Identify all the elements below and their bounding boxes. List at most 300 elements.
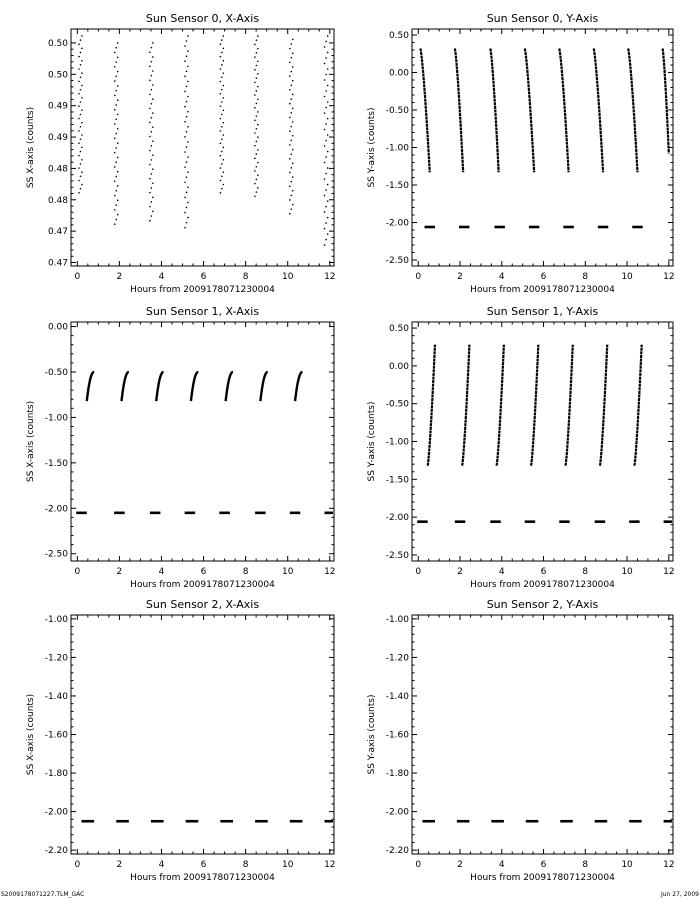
data-point <box>78 81 80 83</box>
data-point <box>114 138 116 140</box>
data-point <box>115 147 117 149</box>
data-point <box>327 68 329 70</box>
data-curve <box>628 49 637 173</box>
plot-frame <box>71 322 334 561</box>
data-point <box>325 206 327 208</box>
x-tick-label: 12 <box>324 860 336 870</box>
data-point <box>117 71 119 73</box>
y-tick-label: 0.47 <box>47 258 68 269</box>
x-tick-label: 8 <box>242 567 249 577</box>
data-point <box>289 62 291 64</box>
y-tick-label: 0.50 <box>388 31 409 41</box>
y-tick-label: -1.80 <box>385 769 409 780</box>
data-point <box>221 89 223 91</box>
data-point <box>78 105 80 107</box>
data-point <box>292 107 294 109</box>
data-point <box>117 200 119 202</box>
data-point <box>223 184 225 186</box>
data-point <box>78 68 80 70</box>
x-tick-label: 10 <box>621 860 633 870</box>
data-point <box>325 107 327 109</box>
data-point <box>184 181 186 183</box>
y-axis-label: SS X-axis (counts) <box>26 693 36 776</box>
data-point <box>327 200 329 202</box>
data-point <box>186 176 188 178</box>
data-point <box>256 103 258 105</box>
data-point <box>114 223 116 225</box>
data-point <box>257 98 259 100</box>
x-axis-label: Hours from 2009178071230004 <box>130 285 275 295</box>
data-point <box>223 134 225 136</box>
data-point <box>223 147 225 149</box>
y-tick-label: 0.49 <box>47 133 68 144</box>
data-point <box>292 176 294 178</box>
data-point <box>223 85 225 87</box>
data-curve <box>525 49 534 173</box>
chart-panel-1 <box>367 12 675 295</box>
data-point <box>292 52 294 54</box>
x-tick-label: 4 <box>158 567 165 577</box>
data-point <box>257 187 259 189</box>
data-point <box>254 82 256 84</box>
data-point <box>151 89 153 91</box>
data-point <box>220 105 222 107</box>
y-tick-label: -2.00 <box>385 513 409 524</box>
data-point <box>187 171 189 173</box>
data-point <box>81 122 83 124</box>
data-point <box>117 128 119 130</box>
data-point <box>254 107 256 109</box>
data-point <box>289 158 291 160</box>
y-tick-label: -1.40 <box>44 691 68 702</box>
data-point <box>149 192 151 194</box>
data-point <box>114 80 116 82</box>
x-tick-label: 10 <box>281 272 294 282</box>
y-tick-label: 0.00 <box>388 361 409 372</box>
data-point <box>292 135 294 137</box>
y-tick-label: -1.60 <box>385 730 409 741</box>
data-point <box>254 120 256 122</box>
data-point <box>149 178 151 180</box>
data-point <box>221 138 223 140</box>
data-point <box>220 167 222 169</box>
data-point <box>81 134 83 136</box>
data-point <box>220 130 222 132</box>
x-tick-label: 2 <box>457 272 463 282</box>
x-axis-label: Hours from 2009178071230004 <box>130 873 275 883</box>
data-point <box>115 118 117 120</box>
data-point <box>80 101 82 103</box>
data-point <box>186 55 188 57</box>
x-tick-label: 4 <box>498 272 505 282</box>
data-arc <box>122 372 129 401</box>
data-point <box>81 60 83 62</box>
data-point <box>256 166 258 168</box>
chart-title: Sun Sensor 2, X-Axis <box>145 598 260 611</box>
data-point <box>290 112 292 114</box>
data-point <box>80 76 82 78</box>
plot-frame <box>71 29 334 266</box>
data-point <box>290 126 292 128</box>
y-tick-label: -2.50 <box>385 550 409 561</box>
y-tick-label: -0.50 <box>44 367 68 378</box>
y-tick-label: 0.00 <box>47 322 68 333</box>
data-point <box>80 188 82 190</box>
data-point <box>186 116 188 118</box>
data-point <box>152 140 154 142</box>
x-tick-label: 10 <box>281 567 294 577</box>
data-point <box>254 158 256 160</box>
data-point <box>221 101 223 103</box>
x-tick-label: 6 <box>200 272 207 282</box>
data-point <box>257 149 259 151</box>
data-point <box>117 185 119 187</box>
chart-title: Sun Sensor 2, Y-Axis <box>486 598 599 611</box>
data-point <box>289 185 291 187</box>
data-point <box>149 164 151 166</box>
data-point <box>80 39 82 41</box>
data-point <box>149 51 151 53</box>
y-tick-label: -1.50 <box>385 475 409 486</box>
x-axis-label: Hours from 2009178071230004 <box>470 580 615 590</box>
data-point <box>151 131 153 133</box>
data-point <box>81 147 83 149</box>
data-point <box>325 74 327 76</box>
data-point <box>115 76 117 78</box>
data-point <box>289 48 291 50</box>
data-point <box>292 80 294 82</box>
data-point <box>186 86 188 88</box>
data-point <box>117 99 119 101</box>
data-point <box>81 48 83 50</box>
data-point <box>324 145 326 147</box>
chart-panel-3 <box>367 305 675 590</box>
data-point <box>186 207 188 209</box>
y-tick-label: -2.00 <box>44 504 68 515</box>
x-axis-label: Hours from 2009178071230004 <box>470 285 615 295</box>
data-point <box>290 208 292 210</box>
plot-frame <box>412 29 673 266</box>
data-point <box>80 52 82 54</box>
data-point <box>149 80 151 82</box>
data-point <box>152 197 154 199</box>
data-point <box>290 98 292 100</box>
data-point <box>117 157 119 159</box>
data-point <box>289 89 291 91</box>
data-point <box>184 91 186 93</box>
data-point <box>187 126 189 128</box>
y-axis-label: SS Y-axis (counts) <box>367 401 377 482</box>
data-point <box>289 213 291 215</box>
data-point <box>256 39 258 41</box>
data-curve <box>531 345 538 466</box>
data-point <box>292 39 294 41</box>
data-point <box>223 171 225 173</box>
y-axis-label: SS Y-axis (counts) <box>367 107 377 188</box>
data-point <box>152 84 154 86</box>
x-tick-label: 8 <box>242 860 249 870</box>
data-point <box>81 159 83 161</box>
data-point <box>184 60 186 62</box>
data-point <box>151 103 153 105</box>
data-point <box>256 77 258 79</box>
data-point <box>151 117 153 119</box>
data-point <box>325 123 327 125</box>
x-tick-label: 6 <box>200 860 207 870</box>
data-point <box>257 48 259 50</box>
data-point <box>327 134 329 136</box>
x-tick-label: 12 <box>663 860 675 870</box>
x-tick-label: 8 <box>582 272 589 282</box>
data-point <box>81 184 83 186</box>
data-point <box>256 191 258 193</box>
y-tick-label: 0.50 <box>47 70 68 81</box>
y-tick-label: 0.49 <box>47 101 68 112</box>
data-point <box>292 162 294 164</box>
y-tick-label: -1.00 <box>385 143 409 154</box>
data-point <box>149 108 151 110</box>
data-point <box>151 75 153 77</box>
data-point <box>220 68 222 70</box>
data-curve <box>420 49 429 173</box>
data-point <box>324 244 326 246</box>
data-point <box>221 114 223 116</box>
data-point <box>78 192 80 194</box>
data-point <box>256 115 258 117</box>
data-point <box>151 47 153 49</box>
y-tick-label: 0.47 <box>47 227 68 238</box>
y-tick-label: -2.00 <box>385 807 409 818</box>
data-point <box>220 81 222 83</box>
data-point <box>149 122 151 124</box>
y-axis-label: SS X-axis (counts) <box>26 106 36 189</box>
data-point <box>324 63 326 65</box>
data-point <box>114 52 116 54</box>
chart-title: Sun Sensor 1, Y-Axis <box>486 305 599 318</box>
x-tick-label: 6 <box>200 567 207 577</box>
data-point <box>325 41 327 43</box>
y-tick-label: 0.50 <box>388 324 409 335</box>
chart-title: Sun Sensor 0, Y-Axis <box>486 12 599 25</box>
x-tick-label: 4 <box>158 272 165 282</box>
data-point <box>292 204 294 206</box>
data-point <box>254 183 256 185</box>
footer-date-label: Jun 27, 2009 <box>660 891 699 898</box>
data-point <box>220 155 222 157</box>
data-point <box>324 46 326 48</box>
data-arc <box>87 372 94 401</box>
data-point <box>152 56 154 58</box>
data-point <box>149 220 151 222</box>
data-point <box>292 121 294 123</box>
data-point <box>292 66 294 68</box>
data-point <box>257 35 259 37</box>
data-point <box>184 151 186 153</box>
x-tick-label: 10 <box>621 272 633 282</box>
data-point <box>78 43 80 45</box>
chart-panel-0 <box>26 12 336 295</box>
data-point <box>187 50 189 52</box>
data-point <box>152 42 154 44</box>
data-arc <box>191 372 198 401</box>
data-point <box>325 90 327 92</box>
data-point <box>186 70 188 72</box>
data-point <box>114 152 116 154</box>
data-point <box>115 90 117 92</box>
y-tick-label: -2.00 <box>44 807 68 818</box>
data-arc <box>295 372 302 401</box>
data-point <box>325 57 327 59</box>
data-point <box>327 151 329 153</box>
y-tick-label: -2.20 <box>44 846 68 857</box>
data-point <box>289 144 291 146</box>
data-point <box>186 40 188 42</box>
data-point <box>187 96 189 98</box>
data-point <box>184 227 186 229</box>
x-tick-label: 8 <box>242 272 249 282</box>
x-tick-label: 2 <box>457 860 463 870</box>
data-point <box>220 118 222 120</box>
data-point <box>151 215 153 217</box>
x-tick-label: 0 <box>415 567 422 577</box>
data-point <box>149 94 151 96</box>
data-point <box>289 75 291 77</box>
data-curve <box>490 49 498 173</box>
x-tick-label: 4 <box>498 567 505 577</box>
data-point <box>152 98 154 100</box>
data-arc <box>156 372 163 401</box>
data-curve <box>428 345 435 466</box>
data-point <box>187 35 189 37</box>
data-curve <box>497 345 504 466</box>
data-point <box>152 154 154 156</box>
data-point <box>186 131 188 133</box>
x-tick-label: 4 <box>498 860 505 870</box>
data-point <box>186 101 188 103</box>
data-curve <box>634 345 641 466</box>
data-point <box>256 90 258 92</box>
data-point <box>327 184 329 186</box>
plot-frame <box>71 615 334 854</box>
data-point <box>152 182 154 184</box>
data-point <box>115 176 117 178</box>
data-point <box>187 202 189 204</box>
y-axis-label: SS Y-axis (counts) <box>367 694 377 775</box>
data-point <box>221 64 223 66</box>
data-point <box>290 195 292 197</box>
data-point <box>115 104 117 106</box>
data-point <box>184 121 186 123</box>
data-point <box>254 56 256 58</box>
data-point <box>152 70 154 72</box>
data-point <box>78 130 80 132</box>
x-tick-label: 12 <box>324 567 336 577</box>
x-tick-label: 2 <box>116 567 123 577</box>
data-point <box>324 79 326 81</box>
data-point <box>186 222 188 224</box>
data-point <box>254 132 256 134</box>
plot-frame <box>412 615 673 854</box>
data-point <box>80 126 82 128</box>
data-point <box>78 142 80 144</box>
data-point <box>81 85 83 87</box>
y-tick-label: 0.50 <box>47 38 68 49</box>
data-point <box>151 187 153 189</box>
data-curve <box>565 345 572 466</box>
y-tick-label: -1.60 <box>44 730 68 741</box>
footer-file-label: S2009178071227.TLM_GAC <box>1 891 85 898</box>
data-point <box>221 52 223 54</box>
data-point <box>254 195 256 197</box>
data-point <box>257 60 259 62</box>
data-point <box>325 239 327 241</box>
data-point <box>254 145 256 147</box>
data-point <box>256 179 258 181</box>
data-point <box>114 180 116 182</box>
data-point <box>223 72 225 74</box>
data-point <box>223 60 225 62</box>
y-tick-label: -1.80 <box>44 769 68 780</box>
chart-panel-4 <box>26 598 336 883</box>
x-tick-label: 12 <box>324 272 336 282</box>
x-tick-label: 10 <box>281 860 294 870</box>
x-tick-label: 2 <box>116 272 123 282</box>
data-point <box>186 161 188 163</box>
data-point <box>324 211 326 213</box>
y-tick-label: -2.50 <box>44 549 68 560</box>
data-point <box>257 73 259 75</box>
y-tick-label: 0.48 <box>47 164 68 175</box>
x-tick-label: 0 <box>415 860 422 870</box>
data-point <box>187 187 189 189</box>
data-point <box>187 81 189 83</box>
data-point <box>117 142 119 144</box>
x-tick-label: 0 <box>415 272 422 282</box>
data-point <box>327 167 329 169</box>
data-curve <box>663 49 669 154</box>
plot-frame <box>412 322 673 561</box>
data-point <box>78 93 80 95</box>
data-point <box>290 43 292 45</box>
data-point <box>80 175 82 177</box>
data-point <box>324 178 326 180</box>
y-tick-label: -1.00 <box>44 614 68 625</box>
data-point <box>187 156 189 158</box>
data-point <box>187 217 189 219</box>
data-point <box>221 151 223 153</box>
data-point <box>221 175 223 177</box>
data-point <box>223 159 225 161</box>
data-point <box>184 45 186 47</box>
data-point <box>78 118 80 120</box>
data-point <box>80 163 82 165</box>
data-arc <box>260 372 267 401</box>
data-point <box>289 117 291 119</box>
x-tick-label: 0 <box>74 567 81 577</box>
data-point <box>151 61 153 63</box>
data-point <box>324 96 326 98</box>
data-point <box>117 42 119 44</box>
y-tick-label: -2.00 <box>385 218 409 229</box>
x-tick-label: 0 <box>74 860 81 870</box>
data-point <box>220 192 222 194</box>
data-point <box>325 222 327 224</box>
data-point <box>81 171 83 173</box>
data-point <box>115 47 117 49</box>
data-point <box>80 138 82 140</box>
data-point <box>149 66 151 68</box>
data-point <box>289 103 291 105</box>
